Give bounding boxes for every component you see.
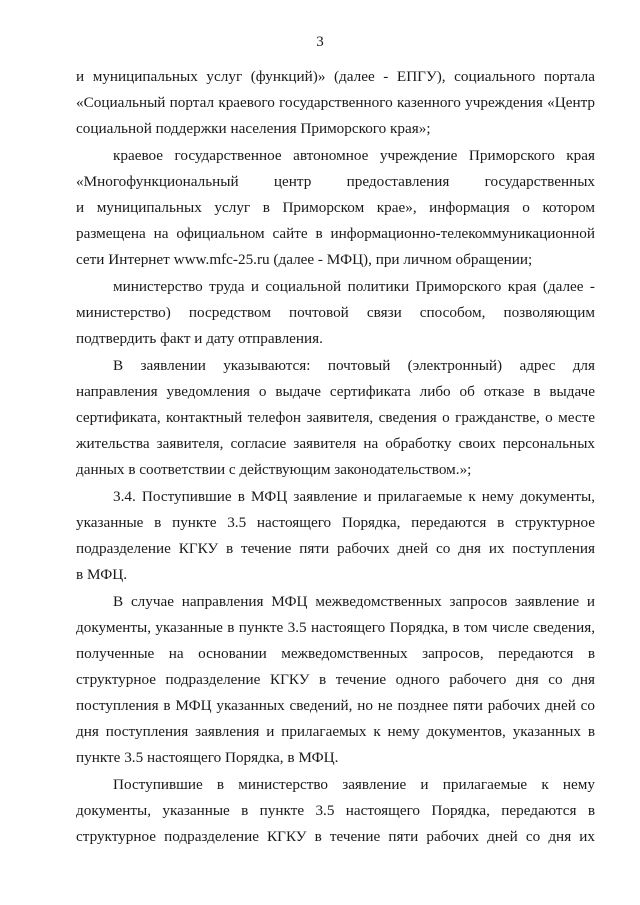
text-line: краевое государственное автономное учреждение Приморского края: [113, 147, 595, 164]
text-line: документы, указанные в пункте 3.5 настоящего Порядка, в том числе сведения,: [76, 619, 595, 636]
text-line: направления уведомления о выдаче сертификата либо об отказе в выдаче: [76, 383, 595, 400]
text-line: пункте 3.5 настоящего Порядка, в МФЦ.: [76, 749, 339, 766]
text-line: в МФЦ.: [76, 566, 128, 583]
text-line: 3.4. Поступившие в МФЦ заявление и прилагаемые к нему документы,: [113, 488, 595, 505]
text-line: подтвердить факт и дату отправления.: [76, 330, 323, 347]
text-line: «Многофункциональный центр предоставления государственных: [76, 173, 595, 190]
text-line: и муниципальных услуг в Приморском крае», информация о котором: [76, 199, 595, 216]
text-line: структурное подразделение КГКУ в течение пяти рабочих дней со дня их: [76, 828, 595, 845]
text-line: полученные на основании межведомственных запросов, передаются в: [76, 645, 595, 662]
text-line: дня поступления заявления и прилагаемых к нему документов, указанных в: [76, 723, 595, 740]
text-line: сертификата, контактный телефон заявителя, сведения о гражданстве, о месте: [76, 409, 595, 426]
text-line: данных в соответствии с действующим законодательством.»;: [76, 461, 472, 478]
text-line: и муниципальных услуг (функций)» (далее - ЕПГУ), социального портала: [76, 68, 595, 85]
text-line: размещена на официальном сайте в информационно-телекоммуникационной: [76, 225, 595, 242]
text-line: структурное подразделение КГКУ в течение одного рабочего дня со дня: [76, 671, 595, 688]
text-line: В заявлении указываются: почтовый (электронный) адрес для: [113, 357, 595, 374]
text-line: Поступившие в министерство заявление и прилагаемые к нему: [113, 776, 595, 793]
text-line: подразделение КГКУ в течение пяти рабочих дней со дня их поступления: [76, 540, 595, 557]
page-number: 3: [316, 34, 324, 50]
text-line: «Социальный портал краевого государственного казенного учреждения «Центр: [76, 94, 595, 111]
text-line: жительства заявителя, согласие заявителя на обработку своих персональных: [76, 435, 595, 452]
text-line: поступления в МФЦ указанных сведений, но не позднее пяти рабочих дней со: [76, 697, 595, 714]
text-line: указанные в пункте 3.5 настоящего Порядка, передаются в структурное: [76, 514, 595, 531]
text-line: В случае направления МФЦ межведомственных запросов заявление и: [113, 593, 595, 610]
text-line: министерство труда и социальной политики Приморского края (далее -: [113, 278, 595, 295]
text-line: министерство) посредством почтовой связи способом, позволяющим: [76, 304, 595, 321]
text-line: социальной поддержки населения Приморского края»;: [76, 120, 431, 137]
text-line: сети Интернет www.mfc-25.ru (далее - МФЦ), при личном обращении;: [76, 251, 533, 268]
text-line: документы, указанные в пункте 3.5 настоящего Порядка, передаются в: [76, 802, 595, 819]
